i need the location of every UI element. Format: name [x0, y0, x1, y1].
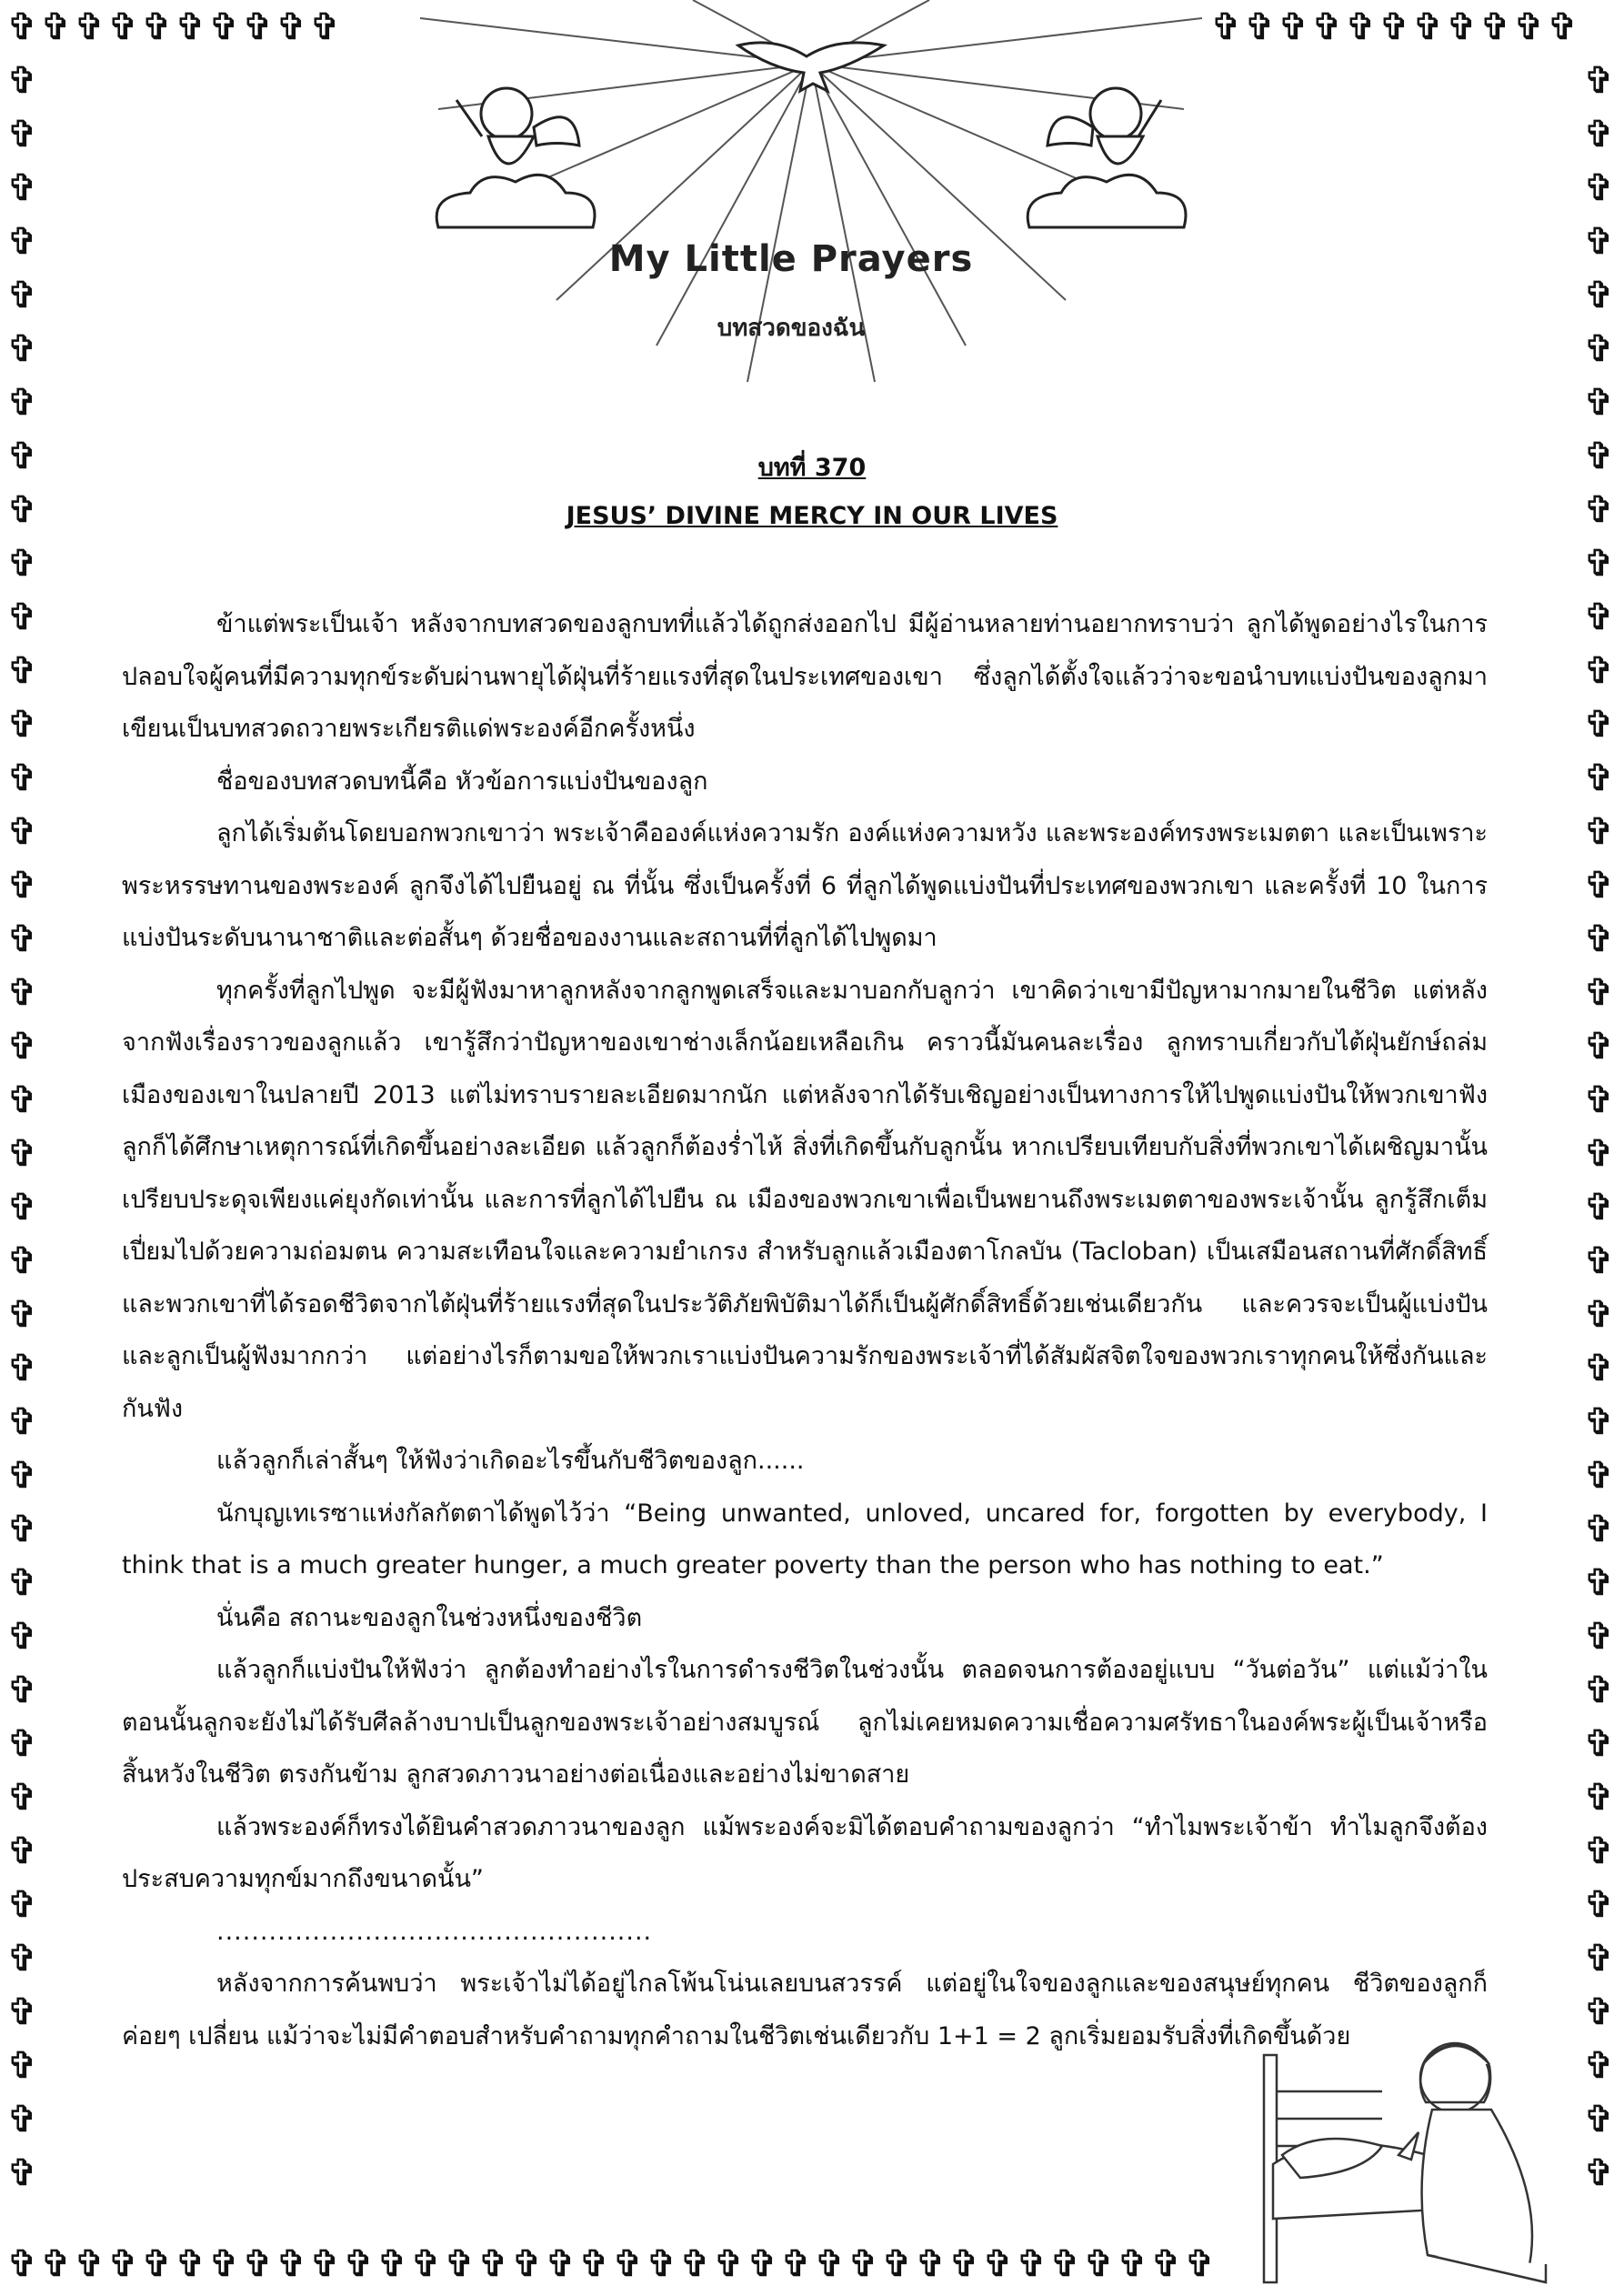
- cross-icon: ✞: [1583, 2152, 1615, 2194]
- cross-icon: ✞: [6, 1187, 38, 1228]
- cross-icon: ✞: [1583, 811, 1615, 853]
- cross-icon: ✞: [1583, 543, 1615, 585]
- cross-icon: ✞: [747, 2243, 778, 2285]
- cross-icon: ✞: [6, 1669, 38, 1711]
- cross-icon: ✞: [1583, 1616, 1615, 1658]
- cross-icon: ✞: [948, 2243, 980, 2285]
- cross-icon: ✞: [309, 2243, 341, 2285]
- cross-icon: ✞: [6, 382, 38, 424]
- cross-icon: ✞: [6, 543, 38, 585]
- cross-icon: ✞: [6, 2045, 38, 2087]
- cross-icon: ✞: [1583, 1830, 1615, 1872]
- cross-icon: ✞: [74, 6, 105, 48]
- paragraph: นักบุญเทเรซาแห่งกัลกัตตาได้พูดไว้ว่า “Being unwanted, unloved, uncared for, forgotten by everybody, I think that is a much greater hunger, a much greater poverty than the person who has nothing to eat.”: [122, 1499, 1488, 1579]
- cross-icon: ✞: [6, 221, 38, 263]
- cross-icon: ✞: [6, 1026, 38, 1068]
- cross-icon: ✞: [1184, 2243, 1216, 2285]
- cross-icon: ✞: [847, 2243, 879, 2285]
- cross-icon: ✞: [1583, 1133, 1615, 1175]
- cross-icon: ✞: [6, 328, 38, 370]
- cross-icon: ✞: [1583, 1723, 1615, 1765]
- cross-icon: ✞: [1547, 6, 1579, 48]
- cross-icon: ✞: [6, 757, 38, 799]
- top-left-cross-border: [5, 0, 342, 55]
- cross-icon: ✞: [1583, 1026, 1615, 1068]
- cross-icon: ✞: [6, 1509, 38, 1550]
- cross-icon: ✞: [1583, 865, 1615, 907]
- cross-icon: ✞: [40, 6, 72, 48]
- cross-icon: ✞: [410, 2243, 442, 2285]
- cross-icon: ✞: [1446, 6, 1478, 48]
- cross-icon: ✞: [6, 1294, 38, 1336]
- cross-icon: ✞: [6, 2099, 38, 2141]
- document-title: JESUS’ DIVINE MERCY IN OUR LIVES: [566, 502, 1058, 530]
- cross-icon: ✞: [1049, 2243, 1081, 2285]
- cross-icon: ✞: [6, 918, 38, 960]
- cross-icon: ✞: [982, 2243, 1014, 2285]
- cross-icon: ✞: [1583, 1991, 1615, 2033]
- cross-icon: ✞: [1583, 221, 1615, 263]
- cross-icon: ✞: [1583, 1401, 1615, 1443]
- cross-icon: ✞: [1583, 1455, 1615, 1497]
- cross-icon: ✞: [6, 275, 38, 316]
- cross-icon: ✞: [1345, 6, 1377, 48]
- cross-icon: ✞: [881, 2243, 913, 2285]
- cross-icon: ✞: [915, 2243, 947, 2285]
- cross-icon: ✞: [1583, 1079, 1615, 1121]
- cross-icon: ✞: [6, 1830, 38, 1872]
- cross-icon: ✞: [1583, 650, 1615, 692]
- cross-icon: ✞: [679, 2243, 711, 2285]
- cross-icon: ✞: [6, 1991, 38, 2033]
- dotted-separator: ..................................................: [216, 1917, 653, 1946]
- cross-icon: ✞: [780, 2243, 812, 2285]
- cross-icon: ✞: [1583, 704, 1615, 746]
- cross-icon: ✞: [1583, 1240, 1615, 1282]
- cross-icon: ✞: [6, 704, 38, 746]
- cross-icon: ✞: [1117, 2243, 1148, 2285]
- cross-icon: ✞: [1210, 6, 1242, 48]
- cross-icon: ✞: [1583, 1509, 1615, 1550]
- paragraph: หลังจากการค้นพบว่า พระเจ้าไม่ได้อยู่ไกลโพ้นโน่นเลยบนสวรรค์ แต่อยู่ในใจของลูกและของสนุษย์ทุกคน ชีวิตของลูกก็ค่อยๆ เปลี่ยน แม้ว่าจะไม่มีคำตอบสำหรับคำถามทุกคำถามในชีวิตเช่นเดียวกับ 1+1 = 2 ลูกเริ่มยอมรับสิ่งที่เกิดขึ้นด้วย: [122, 1970, 1488, 2050]
- cross-icon: ✞: [6, 1938, 38, 1980]
- cross-icon: ✞: [107, 2243, 139, 2285]
- cross-icon: ✞: [1583, 757, 1615, 799]
- cross-icon: ✞: [477, 2243, 509, 2285]
- cross-icon: ✞: [1583, 114, 1615, 155]
- cross-icon: ✞: [6, 650, 38, 692]
- cross-icon: ✞: [242, 2243, 274, 2285]
- cross-icon: ✞: [612, 2243, 644, 2285]
- cross-icon: ✞: [1583, 2045, 1615, 2087]
- cross-icon: ✞: [1378, 6, 1410, 48]
- paragraph: แล้วพระองค์ก็ทรงได้ยินคำสวดภาวนาของลูก แม้พระองค์จะมิได้ตอบคำถามของลูกว่า “ทำไมพระเจ้าข้า ทำไมลูกจึงต้องประสบความทุกข์มากถึงขนาดนั้น”: [122, 1812, 1488, 1893]
- cross-icon: ✞: [6, 1401, 38, 1443]
- cross-icon: ✞: [6, 1240, 38, 1282]
- cross-icon: ✞: [141, 2243, 173, 2285]
- cross-icon: ✞: [6, 597, 38, 638]
- cross-icon: ✞: [6, 1884, 38, 1926]
- cross-icon: ✞: [276, 2243, 307, 2285]
- cross-icon: ✞: [141, 6, 173, 48]
- cross-icon: ✞: [578, 2243, 610, 2285]
- top-right-cross-border: [1209, 0, 1579, 55]
- cross-icon: ✞: [1244, 6, 1276, 48]
- cross-icon: ✞: [1513, 6, 1545, 48]
- cross-icon: ✞: [242, 6, 274, 48]
- cross-icon: ✞: [1583, 167, 1615, 209]
- cross-icon: ✞: [1583, 436, 1615, 477]
- cross-icon: ✞: [814, 2243, 846, 2285]
- cross-icon: ✞: [1311, 6, 1343, 48]
- cross-icon: ✞: [175, 2243, 206, 2285]
- cross-icon: ✞: [1583, 1669, 1615, 1711]
- cross-icon: ✞: [309, 6, 341, 48]
- cross-icon: ✞: [1583, 597, 1615, 638]
- cross-icon: ✞: [1583, 1348, 1615, 1389]
- cross-icon: ✞: [1583, 1562, 1615, 1604]
- cross-icon: ✞: [1583, 382, 1615, 424]
- paragraph: ชื่อของบทสวดบทนี้คือ หัวข้อการแบ่งปันของลูก: [216, 767, 708, 796]
- cross-icon: ✞: [1583, 972, 1615, 1014]
- cross-icon: ✞: [6, 1133, 38, 1175]
- paragraph: ข้าแต่พระเป็นเจ้า หลังจากบทสวดของลูกบทที่แล้วได้ถูกส่งออกไป มีผู้อ่านหลายท่านอยากทราบว่า ลูกได้พูดอย่างไรในการปลอบใจผู้คนที่มีความทุกข์ระดับผ่านพายุได้ฝุ่นที่ร้ายแรงที่สุดในประเทศของเขา ซึ่งลูกได้ตั้งใจแล้วว่าจะขอนำบทแบ่งปันของลูกมาเขียนเป็นบทสวดถวายพระเกียรติแด่พระองค์อีกครั้งหนึ่ง: [122, 610, 1488, 743]
- cross-icon: ✞: [1412, 6, 1444, 48]
- cross-icon: ✞: [1583, 1187, 1615, 1228]
- cross-icon: ✞: [6, 1348, 38, 1389]
- cross-icon: ✞: [6, 1616, 38, 1658]
- cross-icon: ✞: [511, 2243, 543, 2285]
- header-subtitle: บทสวดของฉัน: [717, 315, 866, 342]
- cross-icon: ✞: [6, 1562, 38, 1604]
- cross-icon: ✞: [208, 6, 240, 48]
- cross-icon: ✞: [1583, 1938, 1615, 1980]
- cross-icon: ✞: [343, 2243, 375, 2285]
- cross-icon: ✞: [107, 6, 139, 48]
- cross-icon: ✞: [1583, 328, 1615, 370]
- cross-icon: ✞: [6, 1079, 38, 1121]
- cross-icon: ✞: [6, 1723, 38, 1765]
- cross-icon: ✞: [1583, 2099, 1615, 2141]
- paragraph: แล้วลูกก็แบ่งปันให้ฟังว่า ลูกต้องทำอย่างไรในการดำรงชีวิตในช่วงนั้น ตลอดจนการต้องอยู่แบบ “วันต่อวัน” แต่แม้ว่าในตอนนั้นลูกจะยังไม่ได้รับศีลล้างบาปเป็นลูกของพระเจ้าอย่างสมบูรณ์ ลูกไม่เคยหมดความเชื่อความศรัทธาในองค์พระผู้เป็นเจ้าหรือสิ้นหวังในชีวิต ตรงกันข้าม ลูกสวดภาวนาอย่างต่อเนื่องและอย่างไม่ขาดสาย: [122, 1656, 1488, 1789]
- cross-icon: ✞: [6, 811, 38, 853]
- cross-icon: ✞: [6, 60, 38, 102]
- header-title: My Little Prayers: [608, 238, 974, 280]
- cross-icon: ✞: [6, 1777, 38, 1819]
- cross-icon: ✞: [40, 2243, 72, 2285]
- cross-icon: ✞: [6, 2152, 38, 2194]
- cross-icon: ✞: [1278, 6, 1309, 48]
- cross-icon: ✞: [1583, 1777, 1615, 1819]
- cross-icon: ✞: [208, 2243, 240, 2285]
- cross-icon: ✞: [6, 167, 38, 209]
- cross-icon: ✞: [646, 2243, 677, 2285]
- cross-icon: ✞: [1583, 489, 1615, 531]
- cross-icon: ✞: [6, 865, 38, 907]
- right-cross-border: [1582, 55, 1616, 2201]
- cross-icon: ✞: [1150, 2243, 1182, 2285]
- cross-icon: ✞: [1479, 6, 1511, 48]
- cross-icon: ✞: [1583, 1884, 1615, 1926]
- cross-icon: ✞: [376, 2243, 408, 2285]
- cross-icon: ✞: [1583, 60, 1615, 102]
- cross-icon: ✞: [6, 489, 38, 531]
- cross-icon: ✞: [1083, 2243, 1115, 2285]
- paragraph: ลูกได้เริ่มต้นโดยบอกพวกเขาว่า พระเจ้าคือองค์แห่งความรัก องค์แห่งความหวัง และพระองค์ทรงพระเมตตา และเป็นเพราะพระหรรษทานของพระองค์ ลูกจึงได้ไปยืนอยู่ ณ ที่นั้น ซึ่งเป็นครั้งที่ 6 ที่ลูกได้พูดแบ่งปันที่ประเทศของพวกเขา และครั้งที่ 10 ในการแบ่งปันระดับนานาชาติและต่อสั้นๆ ด้วยชื่อของงานและสถานที่ที่ลูกได้ไปพูดมา: [122, 819, 1488, 952]
- cross-icon: ✞: [713, 2243, 745, 2285]
- cross-icon: ✞: [276, 6, 307, 48]
- paragraph: ทุกครั้งที่ลูกไปพูด จะมีผู้ฟังมาหาลูกหลังจากลูกพูดเสร็จและมาบอกกับลูกว่า เขาคิดว่าเขามีปัญหามากมายในชีวิต แต่หลังจากฟังเรื่องราวของลูกแล้ว เขารู้สึกว่าปัญหาของเขาช่างเล็กน้อยเหลือเกิน คราวนี้มันคนละเรื่อง ลูกทราบเกี่ยวกับไต้ฝุ่นยักษ์ถล่มเมืองของเขาในปลายปี 2013 แต่ไม่ทราบรายละเอียดมากนัก แต่หลังจากได้รับเชิญอย่างเป็นทางการให้ไปพูดแบ่งปันให้พวกเขาฟัง ลูกก็ได้ศึกษาเหตุการณ์ที่เกิดขึ้นอย่างละเอียด แล้วลูกก็ต้องร่ำไห้ สิ่งที่เกิดขึ้นกับลูกนั้น หากเปรียบเทียบกับสิ่งที่พวกเขาได้เผชิญมานั้น เปรียบประดุจเพียงแค่ยุงกัดเท่านั้น และการที่ลูกได้ไปยืน ณ เมืองของพวกเขาเพื่อเป็นพยานถึงพระเมตตาของพระเจ้านั้น ลูกรู้สึกเต็มเปี่ยมไปด้วยความถ่อมตน ความสะเทือนใจและความยำเกรง สำหรับลูกแล้วเมืองตาโกลบัน (Tacloban) เป็นเสมือนสถานที่ศักดิ์สิทธิ์ และพวกเขาที่ได้รอดชีวิตจากไต้ฝุ่นที่ร้ายแรงที่สุดในประวัติภัยพิบัติมาได้ก็เป็นผู้ศักดิ์สิทธิ์ด้วยเช่นเดียวกัน และควรจะเป็นผู้แบ่งปันและลูกเป็นผู้ฟังมากกว่า แต่อย่างไรก็ตามขอให้พวกเราแบ่งปันความรักของพระเจ้าที่ได้สัมผัสจิตใจของพวกเราทุกคนให้ซึ่งกันและกันฟัง: [122, 976, 1488, 1423]
- cross-icon: ✞: [6, 1455, 38, 1497]
- chapter-label: บทที่ 370: [757, 454, 867, 482]
- body-text: [122, 598, 1488, 2062]
- cross-icon: ✞: [1583, 1294, 1615, 1336]
- cross-icon: ✞: [6, 114, 38, 155]
- bottom-cross-border: [5, 2237, 1217, 2291]
- paragraph: แล้วลูกก็เล่าสั้นๆ ให้ฟังว่าเกิดอะไรขึ้นกับชีวิตของลูก......: [216, 1447, 805, 1475]
- cross-icon: ✞: [6, 972, 38, 1014]
- cross-icon: ✞: [1583, 918, 1615, 960]
- cross-icon: ✞: [6, 436, 38, 477]
- cross-icon: ✞: [1583, 275, 1615, 316]
- cross-icon: ✞: [545, 2243, 576, 2285]
- cross-icon: ✞: [74, 2243, 105, 2285]
- cross-icon: ✞: [1016, 2243, 1048, 2285]
- cross-icon: ✞: [175, 6, 206, 48]
- paragraph: นั่นคือ สถานะของลูกในช่วงหนึ่งของชีวิต: [216, 1603, 643, 1632]
- cross-icon: ✞: [6, 6, 38, 48]
- left-cross-border: [5, 55, 39, 2201]
- praying-child-illustration: [1246, 2000, 1573, 2291]
- cross-icon: ✞: [444, 2243, 476, 2285]
- cross-icon: ✞: [6, 2243, 38, 2285]
